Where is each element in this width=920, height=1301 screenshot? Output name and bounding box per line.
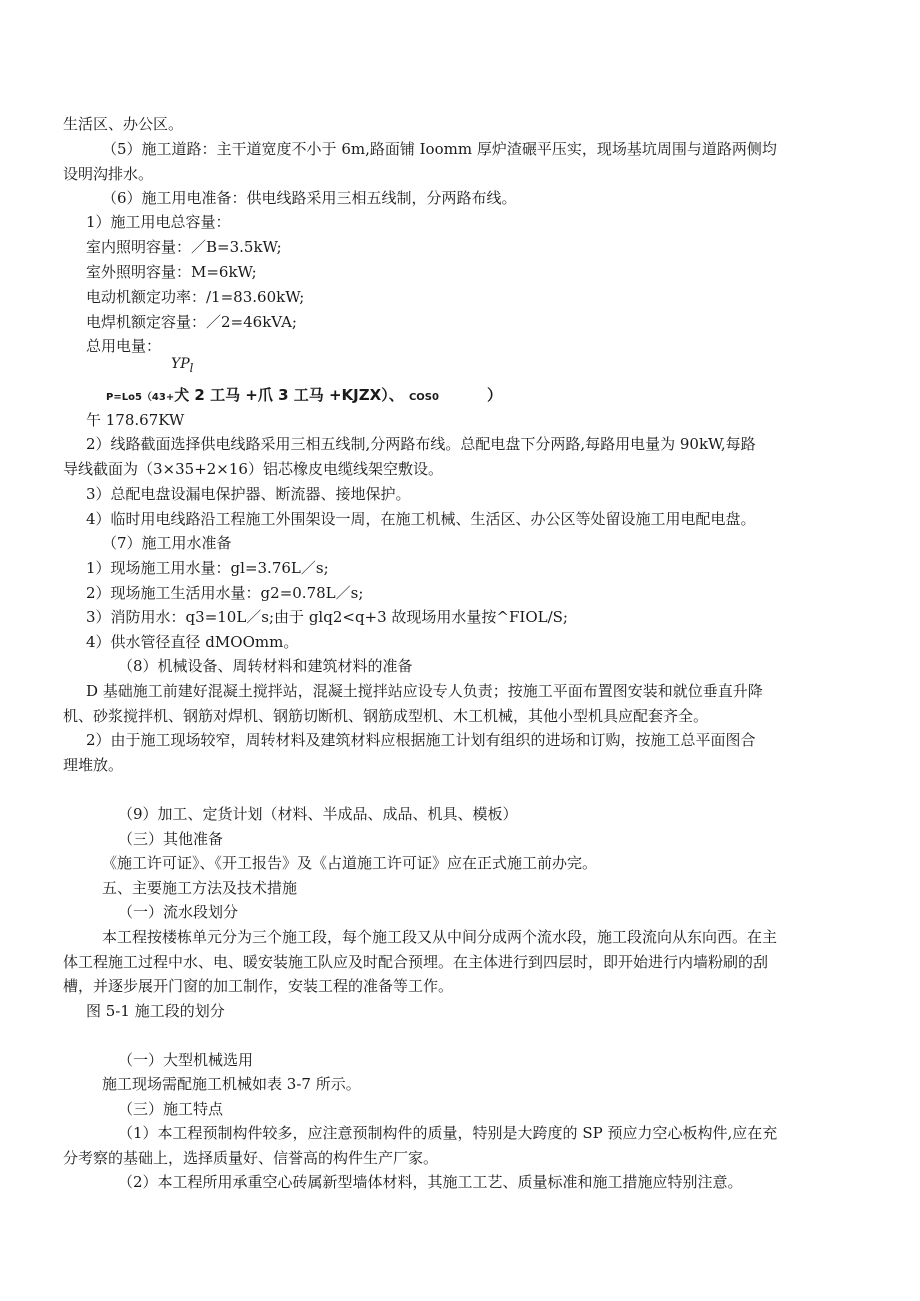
text-line: 总用电量：: [86, 337, 162, 355]
text-line: 2）线路截面选择供电线路采用三相五线制,分两路布线。总配电盘下分两路,每路用电量为 90kW,每路: [86, 435, 756, 453]
text-line: 施工现场需配施工机械如表 3-7 所示。: [102, 1075, 361, 1093]
formula-cos: COS0: [408, 392, 439, 403]
text-line: 2）现场施工生活用水量：g2=0.78L／s;: [86, 584, 364, 602]
text-line: （8）机械设备、周转材料和建筑材料的准备: [118, 657, 413, 675]
text-line: 电动机额定功率：/1=83.60kW;: [86, 288, 305, 306]
section-heading: 五、主要施工方法及技术措施: [102, 879, 298, 897]
text-line: 生活区、办公区。: [63, 115, 184, 133]
formula-body: 犬 2 工马 +爪 3 工马 +KJZX）、: [174, 386, 404, 404]
text-line: （7）施工用水准备: [102, 534, 232, 552]
text-line: 2）由于施工现场较窄，周转材料及建筑材料应根据施工计划有组织的进场和订购，按施工总平面图合: [86, 731, 756, 749]
text-line: 1）施工用电总容量：: [86, 213, 231, 231]
text-line: 导线截面为（3×35+2×16）铝芯橡皮电缆线架空敷设。: [63, 460, 443, 478]
text-line: 午 178.67KW: [86, 411, 185, 429]
text-line: 3）消防用水：q3=10L／s;由于 glq2<q+3 故现场用水量按^FIOL/S;: [86, 608, 568, 626]
text-line: （2）本工程所用承重空心砖属新型墙体材料，其施工工艺、质量标准和施工措施应特别注意。: [118, 1173, 743, 1191]
formula-end: ）: [486, 386, 502, 404]
formula-lead: P=Lo5（43+: [106, 392, 175, 403]
text-line: （三）其他准备: [118, 830, 224, 848]
text-line: （一）大型机械选用: [118, 1051, 254, 1069]
text-line: 3）总配电盘设漏电保护器、断流器、接地保护。: [86, 485, 411, 503]
text-line: 理堆放。: [63, 756, 124, 774]
text-line: D 基础施工前建好混凝土搅拌站，混凝土搅拌站应设专人负责；按施工平面布置图安装和就位垂直升降: [86, 682, 763, 700]
text-line: （三）施工特点: [118, 1100, 224, 1118]
power-formula: [106, 385, 502, 408]
text-line: 槽，并逐步展开门窗的加工制作，安装工程的准备等工作。: [63, 977, 454, 995]
text-line: （9）加工、定货计划（材料、半成品、成品、机具、模板）: [118, 805, 518, 823]
figure-caption: 图 5-1 施工段的划分: [86, 1002, 225, 1020]
text-line: 本工程按楼栋单元分为三个施工段，每个施工段又从中间分成两个流水段，施工段流向从东向西。在主: [102, 928, 778, 946]
text-line: 电焊机额定容量：／2=46kVA;: [86, 313, 297, 331]
text-line: 《施工许可证》、《开工报告》及《占道施工许可证》应在正式施工前办完。: [102, 854, 598, 872]
text-line: （一）流水段划分: [118, 903, 239, 921]
text-line: 分考察的基础上，选择质量好、信誉高的构件生产厂家。: [63, 1149, 439, 1167]
text-line: 4）临时用电线路沿工程施工外围架设一周，在施工机械、生活区、办公区等处留设施工用电配电盘。: [86, 510, 756, 528]
text-line: 机、砂浆搅拌机、钢筋对焊机、钢筋切断机、钢筋成型机、木工机械，其他小型机具应配套齐全。: [63, 707, 709, 725]
formula-superscript: $YP_l$: [171, 356, 194, 375]
text-line: 室外照明容量：M=6kW;: [86, 263, 257, 281]
text-line: （1）本工程预制构件较多，应注意预制构件的质量，特别是大跨度的 SP 预应力空心板构件,应在充: [118, 1124, 778, 1142]
text-line: 室内照明容量：／B=3.5kW;: [86, 238, 282, 256]
text-line: 4）供水管径直径 dMOOmm。: [86, 633, 299, 651]
text-line: （6）施工用电准备：供电线路采用三相五线制，分两路布线。: [102, 189, 517, 207]
text-line: 设明沟排水。: [63, 165, 154, 183]
text-line: 体工程施工过程中水、电、暖安装施工队应及时配合预埋。在主体进行到四层时，即开始进行内墙粉刷的刮: [63, 953, 769, 971]
text-line: 1）现场施工用水量：gl=3.76L／s;: [86, 559, 329, 577]
text-line: （5）施工道路：主干道宽度不小于 6m,路面铺 Ioomm 厚炉渣碾平压实，现场基坑周围与道路两侧均: [102, 140, 777, 158]
